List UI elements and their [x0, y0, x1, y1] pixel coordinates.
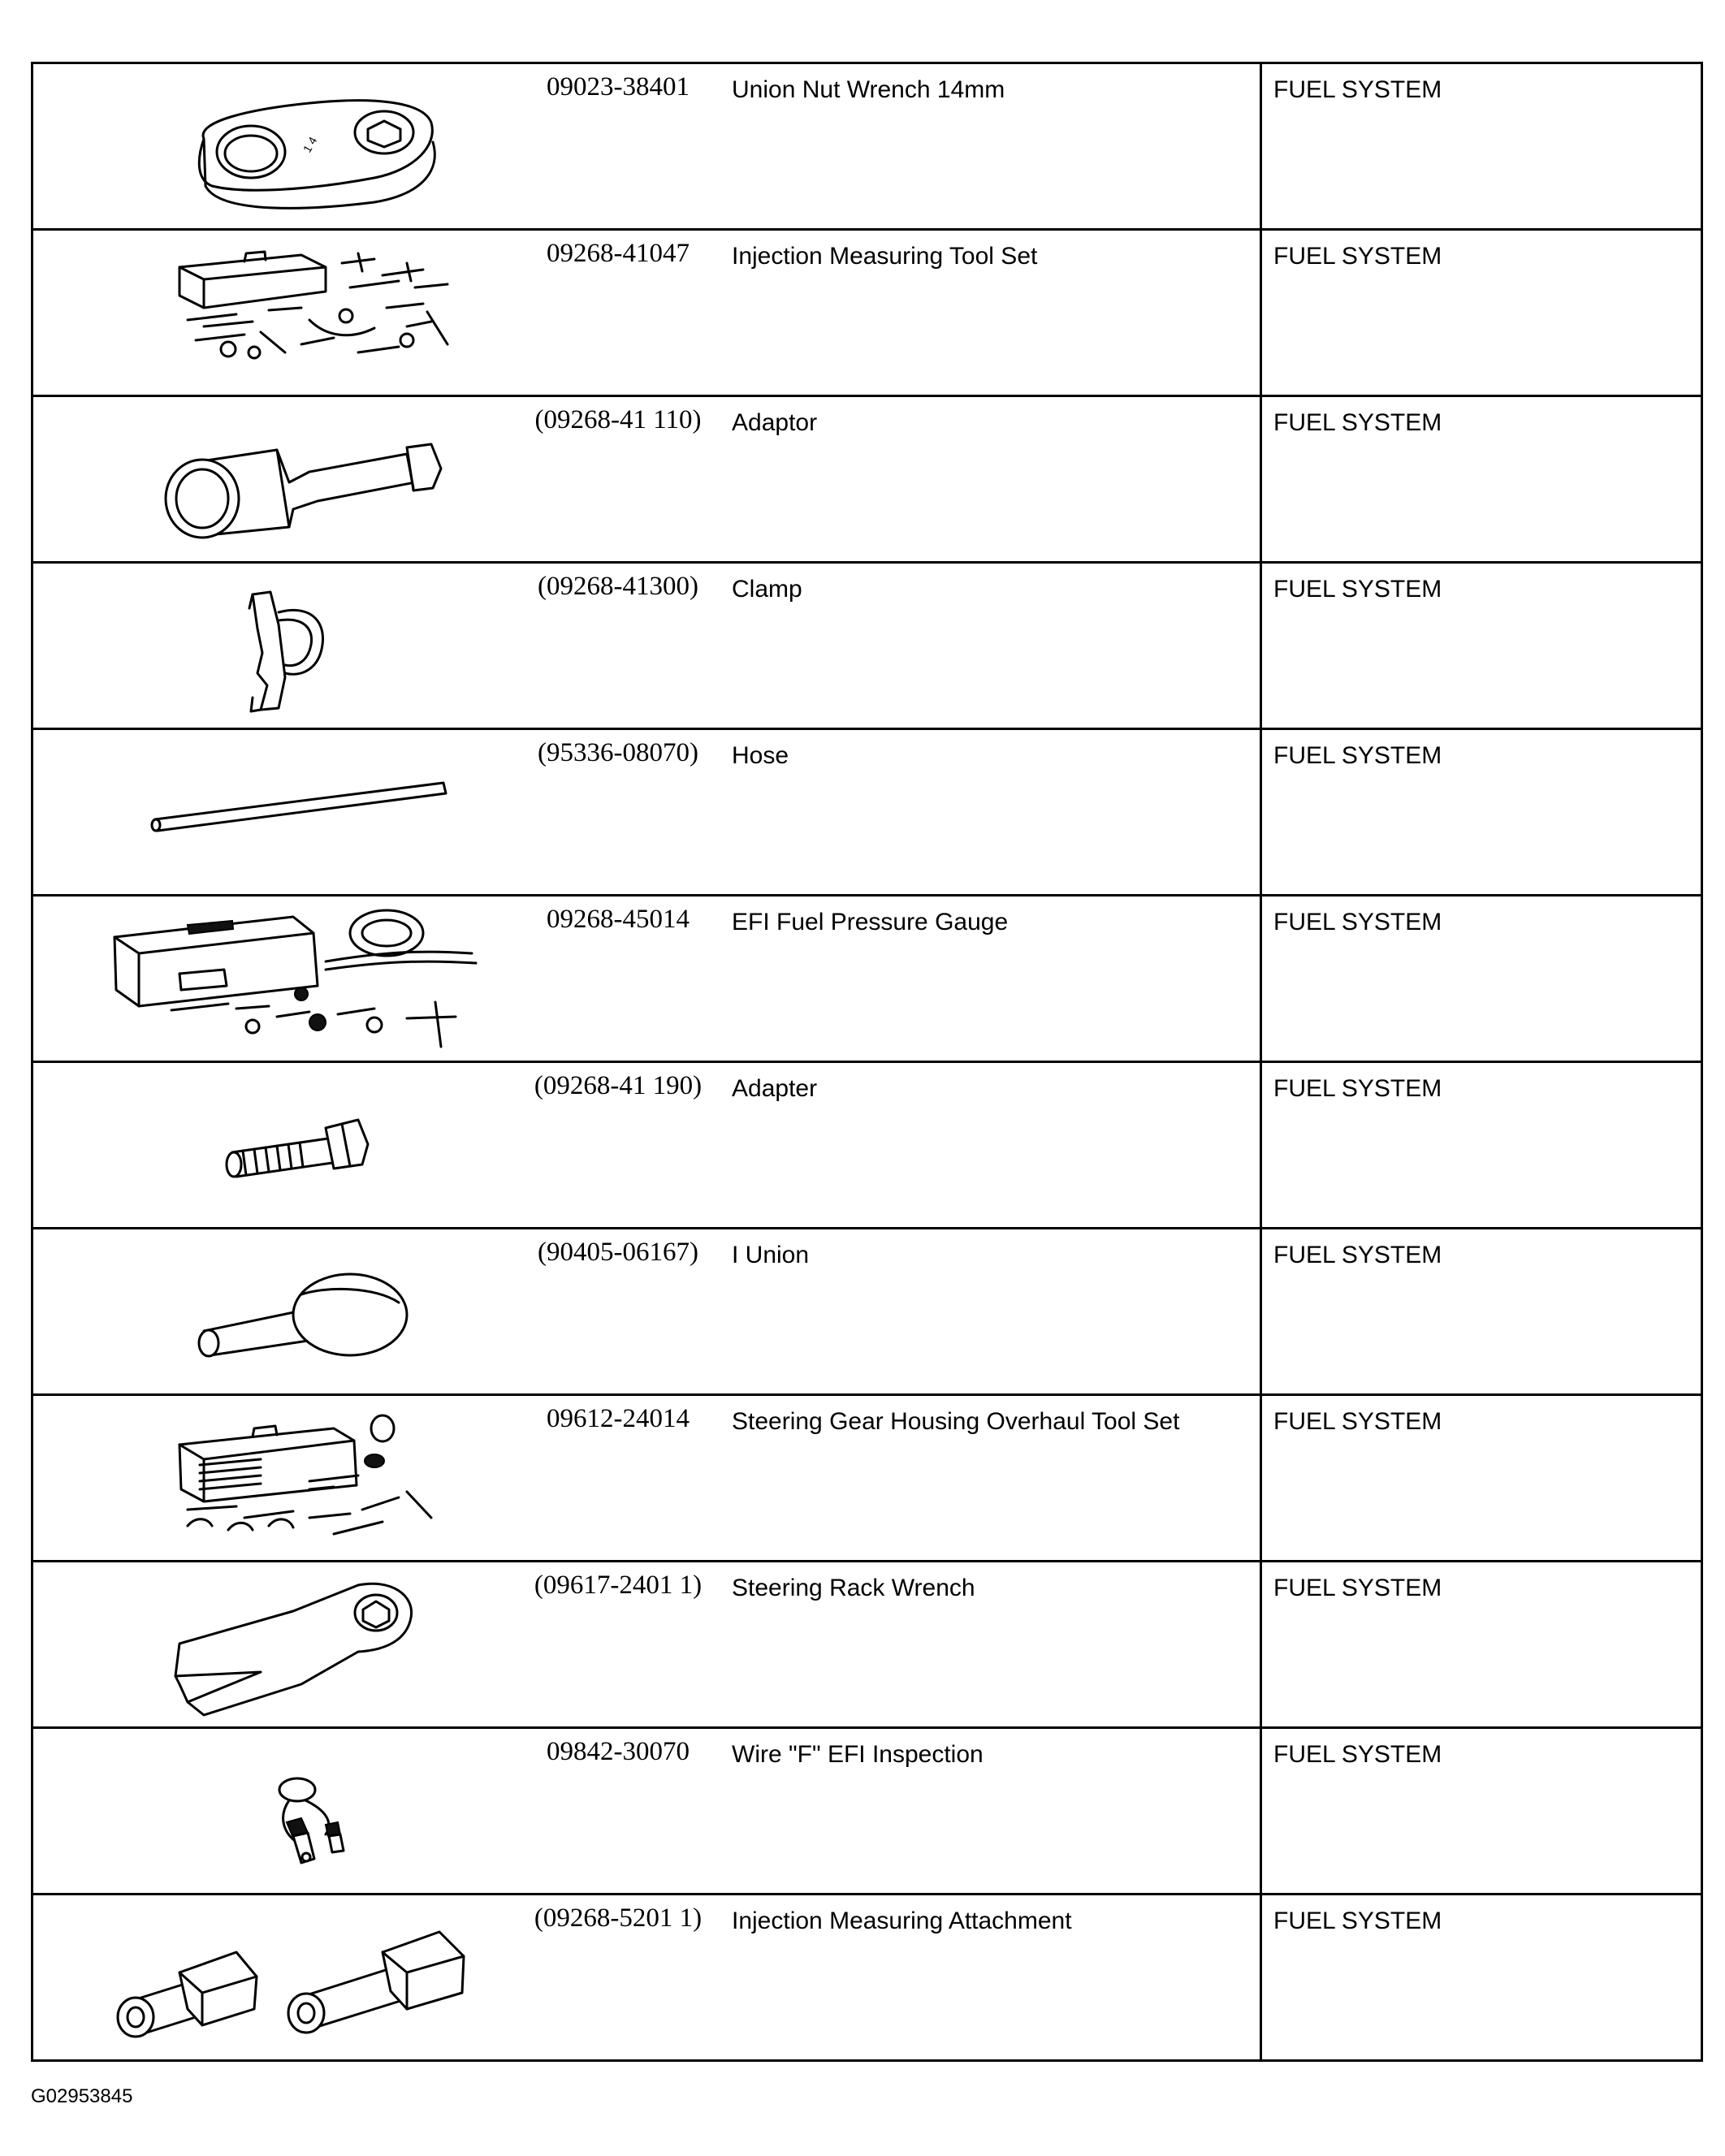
- tool-description: Injection Measuring Attachment: [732, 1908, 1072, 1934]
- system-label: FUEL SYSTEM: [1273, 1741, 1442, 1768]
- table-row: [32, 896, 1702, 1062]
- part-number: 09023-38401: [547, 72, 690, 102]
- table-row: [32, 63, 1702, 230]
- tool-description: Steering Gear Housing Overhaul Tool Set: [732, 1408, 1180, 1435]
- tool-description: Steering Rack Wrench: [732, 1575, 975, 1601]
- table-row: [32, 396, 1702, 563]
- part-number: 09842-30070: [547, 1737, 690, 1766]
- system-cell: [1261, 1728, 1702, 1895]
- tool-cell: [32, 1229, 1261, 1395]
- adapter-bolt-icon: [66, 1063, 521, 1229]
- part-number: 09612-24014: [547, 1404, 690, 1433]
- tool-cell: [32, 563, 1261, 729]
- special-tools-sheet: [31, 62, 1696, 2062]
- system-cell: [1261, 1062, 1702, 1229]
- part-number: (90405-06167): [538, 1238, 698, 1267]
- part-number: 09268-45014: [547, 905, 690, 934]
- steering-tool-set-icon: [66, 1396, 521, 1562]
- tool-cell: [32, 230, 1261, 396]
- tool-description: Wire "F" EFI Inspection: [732, 1741, 984, 1768]
- table-row: [32, 729, 1702, 896]
- system-cell: [1261, 63, 1702, 230]
- system-cell: [1261, 563, 1702, 729]
- system-cell: [1261, 896, 1702, 1062]
- wire-inspection-icon: [66, 1729, 521, 1895]
- tool-cell: [32, 1895, 1261, 2061]
- figure-id: G02953845: [31, 2085, 133, 2107]
- table-row: [32, 1562, 1702, 1728]
- system-cell: [1261, 1895, 1702, 2061]
- tool-cell: [32, 63, 1261, 230]
- part-number: (09268-41300): [538, 572, 698, 601]
- system-cell: [1261, 230, 1702, 396]
- system-label: FUEL SYSTEM: [1273, 243, 1442, 270]
- system-label: FUEL SYSTEM: [1273, 76, 1442, 103]
- tool-description: Union Nut Wrench 14mm: [732, 76, 1005, 103]
- special-tools-table: [31, 62, 1703, 2062]
- union-nut-wrench-icon: [66, 64, 521, 231]
- system-label: FUEL SYSTEM: [1273, 576, 1442, 603]
- tool-cell: [32, 1562, 1261, 1728]
- table-row: [32, 230, 1702, 396]
- table-row: [32, 1229, 1702, 1395]
- system-label: FUEL SYSTEM: [1273, 409, 1442, 436]
- adaptor-icon: [66, 397, 521, 564]
- tool-description: I Union: [732, 1242, 810, 1268]
- system-label: FUEL SYSTEM: [1273, 909, 1442, 935]
- table-row: [32, 1728, 1702, 1895]
- system-cell: [1261, 1562, 1702, 1728]
- injection-attachment-icon: [66, 1895, 521, 2062]
- fuel-pressure-gauge-icon: [66, 897, 521, 1063]
- steering-rack-wrench-icon: [66, 1562, 521, 1729]
- svg-text:1 4: 1 4: [300, 134, 320, 155]
- system-cell: [1261, 396, 1702, 563]
- system-cell: [1261, 1395, 1702, 1562]
- table-row: [32, 563, 1702, 729]
- system-label: FUEL SYSTEM: [1273, 1908, 1442, 1934]
- system-label: FUEL SYSTEM: [1273, 1575, 1442, 1601]
- i-union-icon: [66, 1229, 521, 1396]
- table-row: [32, 1895, 1702, 2061]
- system-label: FUEL SYSTEM: [1273, 742, 1442, 769]
- system-cell: [1261, 729, 1702, 896]
- tool-description: Adapter: [732, 1075, 818, 1102]
- part-number: (09617-2401 1): [534, 1571, 703, 1600]
- table-row: [32, 1395, 1702, 1562]
- table-row: [32, 1062, 1702, 1229]
- tool-description: Injection Measuring Tool Set: [732, 243, 1038, 270]
- tool-cell: [32, 396, 1261, 563]
- tool-cell: [32, 1728, 1261, 1895]
- tool-cell: [32, 1062, 1261, 1229]
- system-cell: [1261, 1229, 1702, 1395]
- tool-cell: [32, 729, 1261, 896]
- tool-cell: [32, 896, 1261, 1062]
- tool-description: Adaptor: [732, 409, 818, 436]
- part-number: (95336-08070): [538, 738, 698, 767]
- clamp-icon: [66, 564, 521, 730]
- injection-tool-set-icon: [66, 231, 521, 397]
- part-number: 09268-41047: [547, 239, 690, 268]
- part-number: (09268-41 110): [534, 405, 702, 434]
- hose-icon: [66, 730, 521, 897]
- tool-description: EFI Fuel Pressure Gauge: [732, 909, 1009, 935]
- system-label: FUEL SYSTEM: [1273, 1408, 1442, 1435]
- tool-description: Clamp: [732, 576, 802, 603]
- part-number: (09268-41 190): [534, 1071, 703, 1100]
- tool-description: Hose: [732, 742, 789, 769]
- system-label: FUEL SYSTEM: [1273, 1242, 1442, 1268]
- tool-cell: [32, 1395, 1261, 1562]
- system-label: FUEL SYSTEM: [1273, 1075, 1442, 1102]
- part-number: (09268-5201 1): [534, 1903, 703, 1933]
